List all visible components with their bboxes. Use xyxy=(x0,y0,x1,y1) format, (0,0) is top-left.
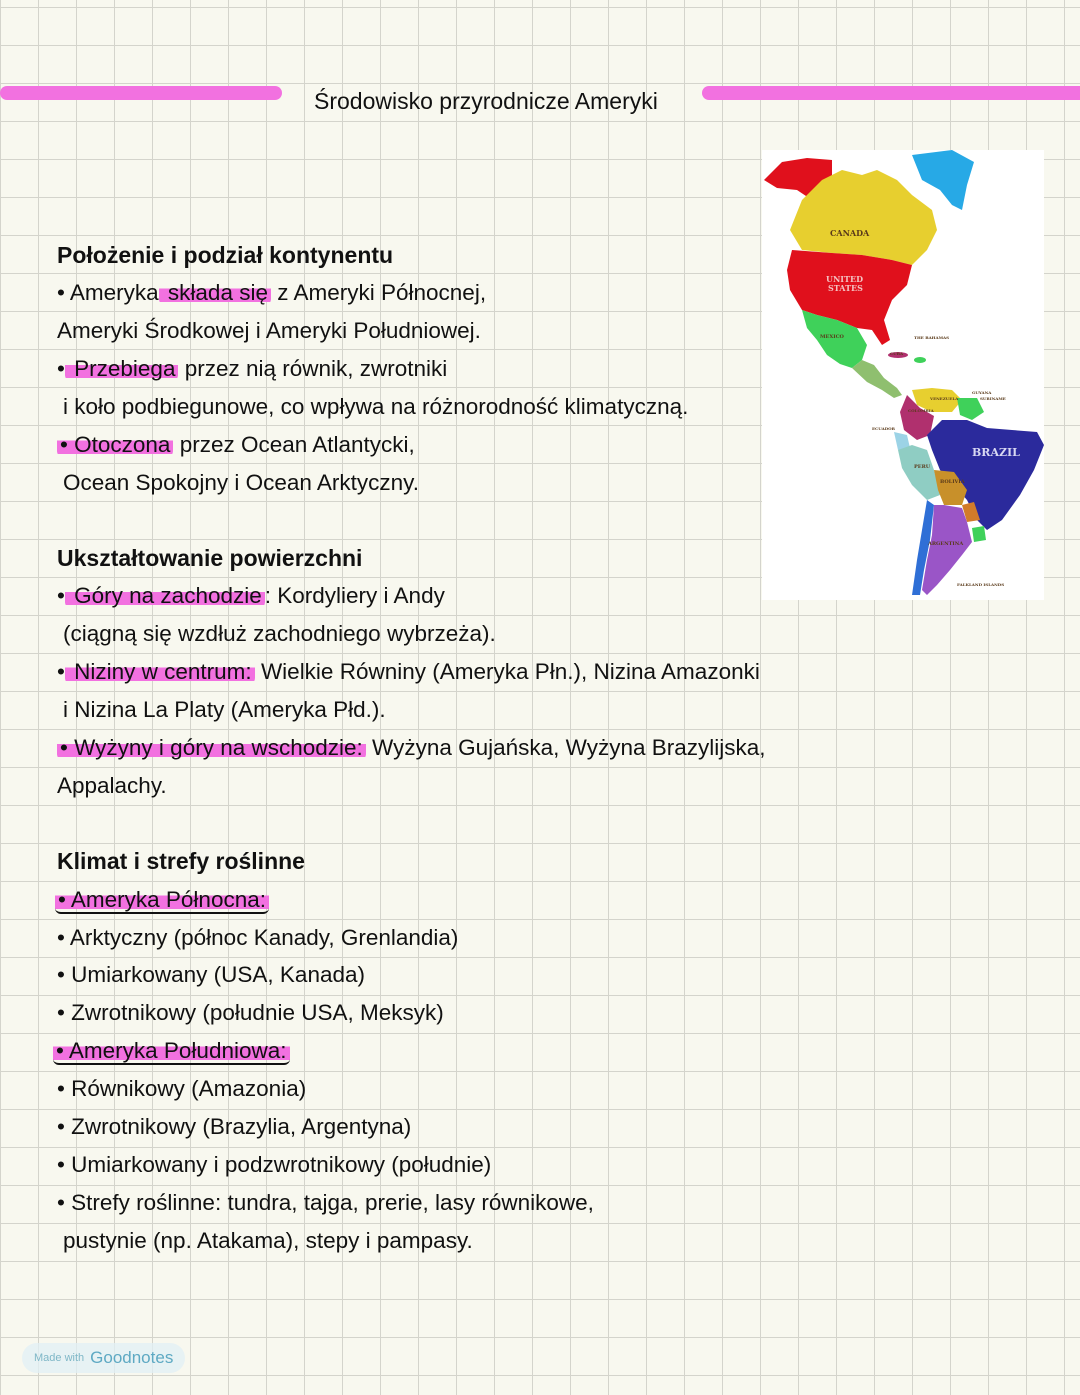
location-line-2: Ameryki Środkowej i Ameryki Południowej. xyxy=(57,318,481,343)
map-label-suriname: SURINAME xyxy=(980,396,1006,401)
relief-line-3 xyxy=(57,658,760,686)
highlight-ameryka-poludniowa: • Ameryka Południowa: xyxy=(53,1038,290,1065)
location-line-3-suffix: przez nią równik, zwrotniki xyxy=(178,356,448,381)
map-label-argentina: ARGENTINA xyxy=(928,541,964,547)
relief-line-2: (ciągną się wzdłuż zachodniego wybrzeża). xyxy=(63,621,496,646)
relief-line-6: Appalachy. xyxy=(57,773,167,798)
location-line-3 xyxy=(57,355,447,383)
section-title-location: Położenie i podział kontynentu xyxy=(57,242,394,268)
section-title-relief: Ukształtowanie powierzchni xyxy=(57,545,363,571)
goodnotes-badge[interactable] xyxy=(22,1343,185,1373)
map-label-falkland: FALKLAND ISLANDS xyxy=(957,582,1005,587)
highlight-gory-na-zachodzie: Góry na zachodzie xyxy=(65,583,265,608)
map-label-us-1: UNITED xyxy=(826,274,864,284)
map-label-us-2: STATES xyxy=(828,283,863,293)
location-line-3-prefix: • xyxy=(57,356,65,381)
location-line-5 xyxy=(57,431,415,459)
map-label-canada: CANADA xyxy=(830,228,870,238)
climate-south-item-2: • Zwrotnikowy (Brazylia, Argentyna) xyxy=(57,1114,412,1139)
location-line-1-prefix: • Ameryka xyxy=(57,280,159,305)
highlight-ameryka-polnocna: • Ameryka Północna: xyxy=(55,887,269,914)
page-title: Środowisko przyrodnicze Ameryki xyxy=(314,88,658,114)
map-label-mexico: MEXICO xyxy=(820,334,844,340)
climate-south-item-3: • Umiarkowany i podzwrotnikowy (południe) xyxy=(57,1152,492,1177)
climate-south-item-4: • Strefy roślinne: tundra, tajga, prerie, lasy równikowe, xyxy=(57,1190,594,1215)
map-label-brazil: BRAZIL xyxy=(972,446,1020,459)
relief-line-5 xyxy=(57,734,766,762)
map-label-colombia: COLOMBIA xyxy=(908,408,934,413)
right-accent-bar xyxy=(702,86,1080,100)
climate-north-item-2: • Umiarkowany (USA, Kanada) xyxy=(57,962,365,987)
climate-south-label xyxy=(53,1037,290,1065)
map-label-bolivia: BOLIVIA xyxy=(940,479,965,485)
highlight-niziny-w-centrum: Niziny w centrum: xyxy=(65,659,255,684)
hispaniola-shape xyxy=(914,357,926,363)
location-line-5-suffix: przez Ocean Atlantycki, xyxy=(173,432,415,457)
relief-line-1-suffix: : Kordyliery i Andy xyxy=(264,583,445,608)
climate-south-item-1: • Równikowy (Amazonia) xyxy=(57,1076,307,1101)
section-title-climate: Klimat i strefy roślinne xyxy=(57,848,305,874)
relief-line-3-prefix: • xyxy=(57,659,65,684)
location-line-6: Ocean Spokojny i Ocean Arktyczny. xyxy=(63,470,420,495)
relief-line-1-prefix: • xyxy=(57,583,65,608)
relief-line-4: i Nizina La Platy (Ameryka Płd.). xyxy=(63,697,386,722)
central-america-shape xyxy=(852,360,902,398)
climate-south-item-5: pustynie (np. Atakama), stepy i pampasy. xyxy=(63,1228,473,1253)
map-label-bahamas: THE BAHAMAS xyxy=(914,335,949,340)
relief-line-3-suffix: Wielkie Równiny (Ameryka Płn.), Nizina Amazonki xyxy=(254,659,760,684)
climate-north-item-3: • Zwrotnikowy (południe USA, Meksyk) xyxy=(57,1000,444,1025)
uruguay-shape xyxy=(972,526,986,542)
highlight-sklada-sie: składa się xyxy=(159,280,271,305)
map-label-cuba: CUBA xyxy=(890,351,904,356)
guianas-shape xyxy=(957,398,984,420)
map-label-peru: PERU xyxy=(914,464,931,470)
americas-map-svg xyxy=(762,150,1044,600)
highlight-przebiega: Przebiega xyxy=(65,356,179,381)
map-label-venezuela: VENEZUELA xyxy=(930,396,959,401)
location-line-4: i koło podbiegunowe, co wpływa na różnorodność klimatyczną. xyxy=(63,394,689,419)
greenland-shape xyxy=(912,150,974,210)
climate-north-item-1: • Arktyczny (północ Kanady, Grenlandia) xyxy=(57,925,459,950)
highlight-wyzyny-i-gory: • Wyżyny i góry na wschodzie: xyxy=(57,735,366,760)
highlight-otoczona: • Otoczona xyxy=(57,432,173,457)
map-label-guyana: GUYANA xyxy=(972,390,992,395)
map-label-ecuador: ECUADOR xyxy=(872,426,895,431)
made-with-label: Made with xyxy=(34,1352,85,1364)
americas-map xyxy=(762,150,1044,600)
location-line-1 xyxy=(57,279,486,307)
location-line-1-suffix: z Ameryki Północnej, xyxy=(270,280,487,305)
goodnotes-logo-text: Goodnotes xyxy=(90,1348,174,1367)
relief-line-1 xyxy=(57,582,445,610)
relief-line-5-suffix: Wyżyna Gujańska, Wyżyna Brazylijska, xyxy=(365,735,766,760)
climate-north-label xyxy=(55,886,269,914)
left-accent-bar xyxy=(0,86,282,100)
